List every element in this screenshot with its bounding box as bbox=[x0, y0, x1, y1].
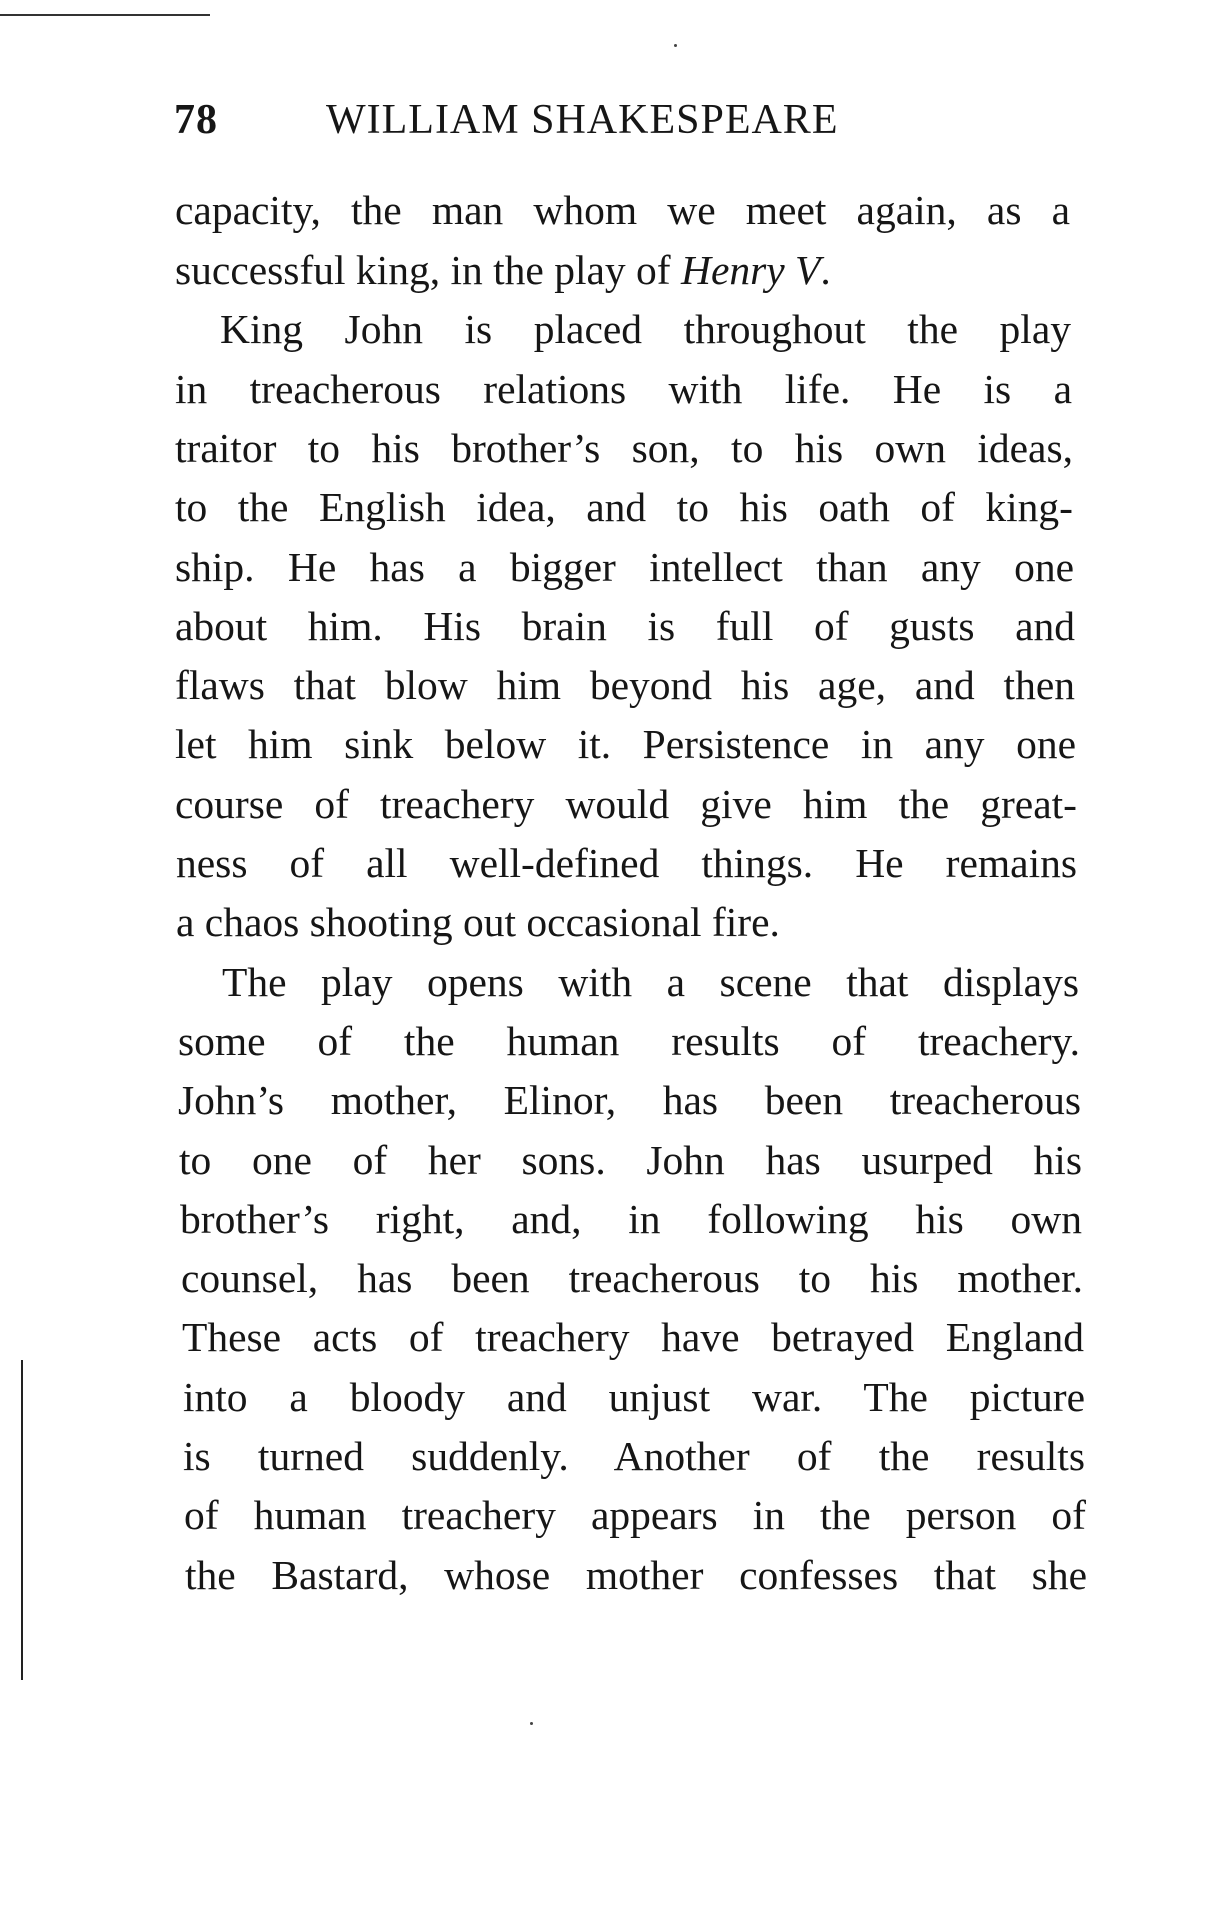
text-line: brother’s right, and, in following his own bbox=[180, 1196, 1082, 1242]
play-title: Henry V bbox=[680, 247, 821, 293]
text-line: about him. His brain is full of gusts and bbox=[175, 603, 1075, 649]
text-line: of human treachery appears in the person of bbox=[184, 1492, 1086, 1538]
page-speck bbox=[674, 44, 677, 47]
text-line: is turned suddenly. Another of the results bbox=[183, 1433, 1085, 1479]
text-line: King John is placed throughout the play bbox=[220, 306, 1071, 352]
text-line: a chaos shooting out occasional fire. bbox=[176, 899, 780, 945]
text-line: the Bastard, whose mother confesses that she bbox=[185, 1552, 1087, 1598]
text-line: course of treachery would give him the great- bbox=[175, 781, 1077, 827]
text-line bbox=[175, 240, 1070, 300]
page-number: 78 bbox=[174, 97, 218, 143]
top-rule bbox=[0, 14, 210, 16]
text-segment: successful king, in the play of bbox=[175, 247, 681, 293]
text-line: let him sink below it. Persistence in any one bbox=[175, 721, 1076, 767]
text-line: ship. He has a bigger intellect than any one bbox=[175, 544, 1074, 590]
text-line: John’s mother, Elinor, has been treacherous bbox=[178, 1077, 1081, 1123]
text-line: into a bloody and unjust war. The picture bbox=[183, 1374, 1085, 1420]
text-line: ness of all well-defined things. He remains bbox=[176, 840, 1077, 886]
text-segment: . bbox=[820, 247, 831, 293]
running-title: WILLIAM SHAKESPEARE bbox=[326, 97, 839, 143]
binding-mark bbox=[21, 1360, 23, 1680]
text-line: capacity, the man whom we meet again, as a bbox=[175, 187, 1070, 233]
text-line: to one of her sons. John has usurped his bbox=[179, 1137, 1082, 1183]
text-line: counsel, has been treacherous to his mother. bbox=[181, 1255, 1083, 1301]
text-line: The play opens with a scene that displays bbox=[222, 959, 1079, 1005]
text-line: traitor to his brother’s son, to his own ideas, bbox=[175, 425, 1073, 471]
text-line: to the English idea, and to his oath of king- bbox=[175, 484, 1073, 530]
text-line: These acts of treachery have betrayed England bbox=[182, 1314, 1084, 1360]
text-line: in treacherous relations with life. He is a bbox=[175, 366, 1072, 412]
page-speck bbox=[530, 1722, 533, 1725]
text-line: some of the human results of treachery. bbox=[178, 1018, 1080, 1064]
text-line: flaws that blow him beyond his age, and then bbox=[175, 662, 1075, 708]
running-header bbox=[174, 96, 934, 152]
